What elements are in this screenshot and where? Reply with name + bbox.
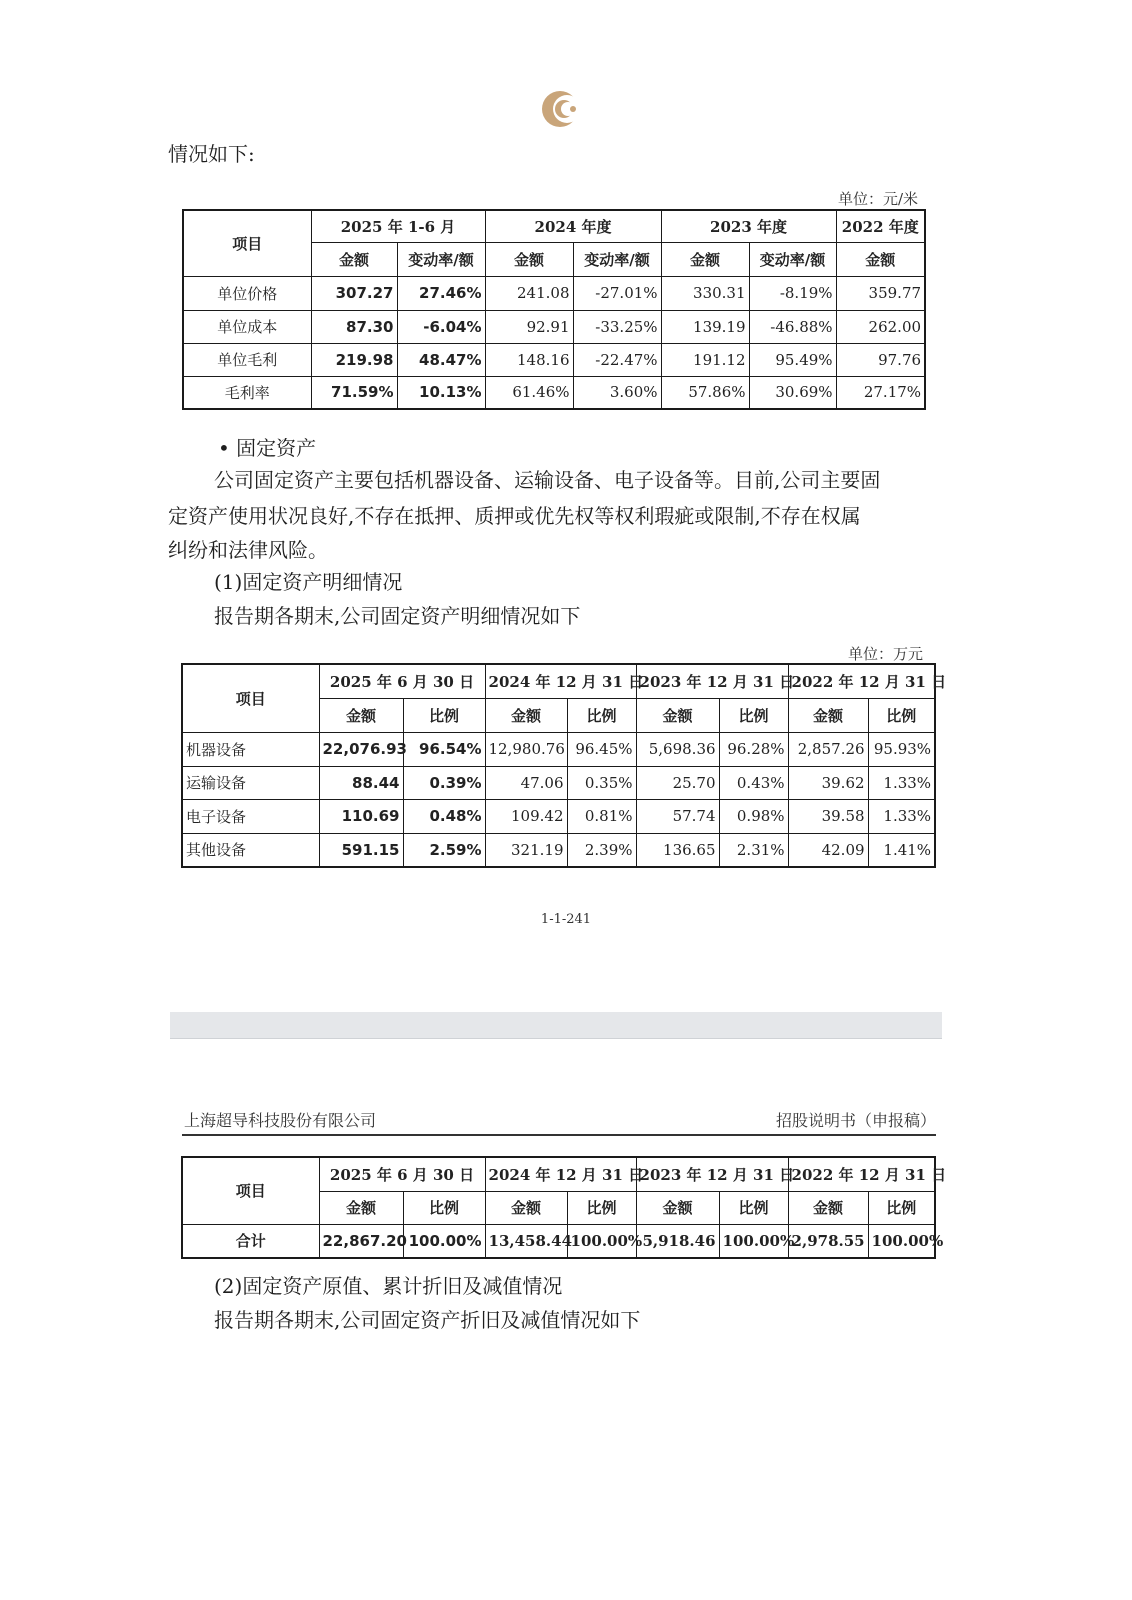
cell: 12,980.76 (485, 732, 567, 766)
cell: 13,458.44 (485, 1224, 567, 1258)
sub-header: 变动率/额 (573, 242, 661, 276)
period-header: 2022 年 12 月 31 日 (788, 664, 935, 698)
period-header: 2023 年 12 月 31 日 (636, 1157, 788, 1191)
cell: 96.45% (567, 732, 636, 766)
cell: 321.19 (485, 833, 567, 867)
cell: 2,857.26 (788, 732, 868, 766)
cell: 27.46% (397, 276, 485, 310)
subsection-desc: 报告期各期末,公司固定资产折旧及减值情况如下 (214, 1308, 641, 1332)
page-number: 1-1-241 (540, 912, 592, 927)
cell: 2,978.55 (788, 1224, 868, 1258)
table1-unit: 单位：元/米 (838, 190, 919, 208)
section-title: • 固定资产 (218, 436, 317, 460)
row-label: 电子设备 (182, 799, 319, 833)
table-row (182, 833, 935, 867)
table-row (182, 766, 935, 799)
fixed-assets-table (181, 663, 947, 868)
fixed-assets-total-table (181, 1156, 947, 1259)
cell: 0.35% (567, 766, 636, 799)
period-header: 2024 年 12 月 31 日 (485, 664, 636, 698)
company-logo (540, 86, 586, 132)
row-label: 单位价格 (183, 276, 311, 310)
period-header: 2022 年 12 月 31 日 (788, 1157, 935, 1191)
cell: -8.19% (749, 276, 836, 310)
sub-header: 变动率/额 (397, 242, 485, 276)
cell: 39.58 (788, 799, 868, 833)
cell: 5,918.46 (636, 1224, 719, 1258)
cell: 359.77 (836, 276, 925, 310)
sub-header: 金额 (485, 242, 573, 276)
cell: -33.25% (573, 310, 661, 343)
cell: 71.59% (311, 376, 397, 409)
cell: -6.04% (397, 310, 485, 343)
cell: 87.30 (311, 310, 397, 343)
cell: 2.59% (403, 833, 485, 867)
cell: 42.09 (788, 833, 868, 867)
cell: 100.00% (719, 1224, 788, 1258)
sub-header: 比例 (567, 698, 636, 732)
cell: 97.76 (836, 343, 925, 376)
row-label: 毛利率 (183, 376, 311, 409)
cell: 57.86% (661, 376, 749, 409)
cell: -46.88% (749, 310, 836, 343)
table2-unit: 单位：万元 (848, 645, 924, 663)
cell: 330.31 (661, 276, 749, 310)
cell: 22,867.20 (319, 1224, 403, 1258)
cell: 57.74 (636, 799, 719, 833)
cell: 110.69 (319, 799, 403, 833)
table-row (182, 1224, 935, 1258)
cell: 148.16 (485, 343, 573, 376)
sub-header: 金额 (319, 698, 403, 732)
cell: 2.39% (567, 833, 636, 867)
cell: 92.91 (485, 310, 573, 343)
intro-text: 情况如下: (168, 142, 255, 166)
table-row (183, 310, 925, 343)
row-label: 合计 (182, 1224, 319, 1258)
cell: 0.39% (403, 766, 485, 799)
subsection-title: (2)固定资产原值、累计折旧及减值情况 (214, 1274, 563, 1298)
cell: 0.98% (719, 799, 788, 833)
sub-header: 比例 (868, 1191, 935, 1224)
subsection-title: (1)固定资产明细情况 (214, 570, 403, 594)
cell: 191.12 (661, 343, 749, 376)
cell: 61.46% (485, 376, 573, 409)
table-row (183, 376, 925, 409)
cell: 47.06 (485, 766, 567, 799)
period-header: 2025 年 6 月 30 日 (319, 1157, 485, 1191)
sub-header: 金额 (636, 698, 719, 732)
sub-header: 金额 (319, 1191, 403, 1224)
cell: 96.54% (403, 732, 485, 766)
cell: 0.48% (403, 799, 485, 833)
cell: 96.28% (719, 732, 788, 766)
header-item: 项目 (182, 664, 319, 732)
cell: 1.33% (868, 799, 935, 833)
header-item: 项目 (182, 1157, 319, 1224)
row-label: 单位毛利 (183, 343, 311, 376)
table-row (183, 276, 925, 310)
header-rule (182, 1134, 936, 1136)
row-label: 运输设备 (182, 766, 319, 799)
period-header: 2024 年 12 月 31 日 (485, 1157, 636, 1191)
cell: 136.65 (636, 833, 719, 867)
cell: 2.31% (719, 833, 788, 867)
sub-header: 金额 (311, 242, 397, 276)
sub-header: 金额 (788, 1191, 868, 1224)
page-break-band (170, 1012, 942, 1039)
row-label: 机器设备 (182, 732, 319, 766)
cell: 48.47% (397, 343, 485, 376)
cell: 88.44 (319, 766, 403, 799)
table-row (183, 343, 925, 376)
cell: 27.17% (836, 376, 925, 409)
cell: 262.00 (836, 310, 925, 343)
cell: 100.00% (567, 1224, 636, 1258)
cell: 95.93% (868, 732, 935, 766)
period-header: 2025 年 1-6 月 (311, 210, 485, 242)
sub-header: 比例 (868, 698, 935, 732)
table-row (182, 799, 935, 833)
sub-header: 金额 (788, 698, 868, 732)
cell: 22,076.93 (319, 732, 403, 766)
cell: 10.13% (397, 376, 485, 409)
period-header: 2024 年度 (485, 210, 661, 242)
cell: 25.70 (636, 766, 719, 799)
cell: 307.27 (311, 276, 397, 310)
cell: 0.43% (719, 766, 788, 799)
sub-header: 比例 (567, 1191, 636, 1224)
paragraph-line: 纠纷和法律风险。 (168, 538, 328, 562)
cell: 109.42 (485, 799, 567, 833)
cell: 1.41% (868, 833, 935, 867)
cell: 3.60% (573, 376, 661, 409)
company-name: 上海超导科技股份有限公司 (184, 1111, 377, 1130)
period-header: 2023 年度 (661, 210, 836, 242)
sub-header: 金额 (485, 1191, 567, 1224)
cell: -22.47% (573, 343, 661, 376)
cell: 39.62 (788, 766, 868, 799)
cell: 95.49% (749, 343, 836, 376)
cell: 0.81% (567, 799, 636, 833)
row-label: 其他设备 (182, 833, 319, 867)
cell: 139.19 (661, 310, 749, 343)
period-header: 2023 年 12 月 31 日 (636, 664, 788, 698)
cell: 1.33% (868, 766, 935, 799)
sub-header: 金额 (636, 1191, 719, 1224)
sub-header: 变动率/额 (749, 242, 836, 276)
sub-header: 比例 (403, 698, 485, 732)
paragraph-line: 定资产使用状况良好,不存在抵押、质押或优先权等权利瑕疵或限制,不存在权属 (168, 504, 861, 528)
sub-header: 金额 (836, 242, 925, 276)
header-item: 项目 (183, 210, 311, 276)
document-title: 招股说明书（申报稿） (775, 1111, 936, 1130)
sub-header: 金额 (485, 698, 567, 732)
row-label: 单位成本 (183, 310, 311, 343)
sub-header: 比例 (719, 698, 788, 732)
period-header: 2022 年度 (836, 210, 925, 242)
cell: 100.00% (868, 1224, 935, 1258)
period-header: 2025 年 6 月 30 日 (319, 664, 485, 698)
table-row (182, 732, 935, 766)
sub-header: 比例 (719, 1191, 788, 1224)
cell: 30.69% (749, 376, 836, 409)
unit-price-table (182, 209, 926, 410)
cell: 219.98 (311, 343, 397, 376)
subsection-desc: 报告期各期末,公司固定资产明细情况如下 (214, 604, 581, 628)
cell: 241.08 (485, 276, 573, 310)
cell: 5,698.36 (636, 732, 719, 766)
sub-header: 比例 (403, 1191, 485, 1224)
cell: -27.01% (573, 276, 661, 310)
cell: 591.15 (319, 833, 403, 867)
paragraph-line: 公司固定资产主要包括机器设备、运输设备、电子设备等。目前,公司主要固 (214, 468, 881, 492)
sub-header: 金额 (661, 242, 749, 276)
cell: 100.00% (403, 1224, 485, 1258)
